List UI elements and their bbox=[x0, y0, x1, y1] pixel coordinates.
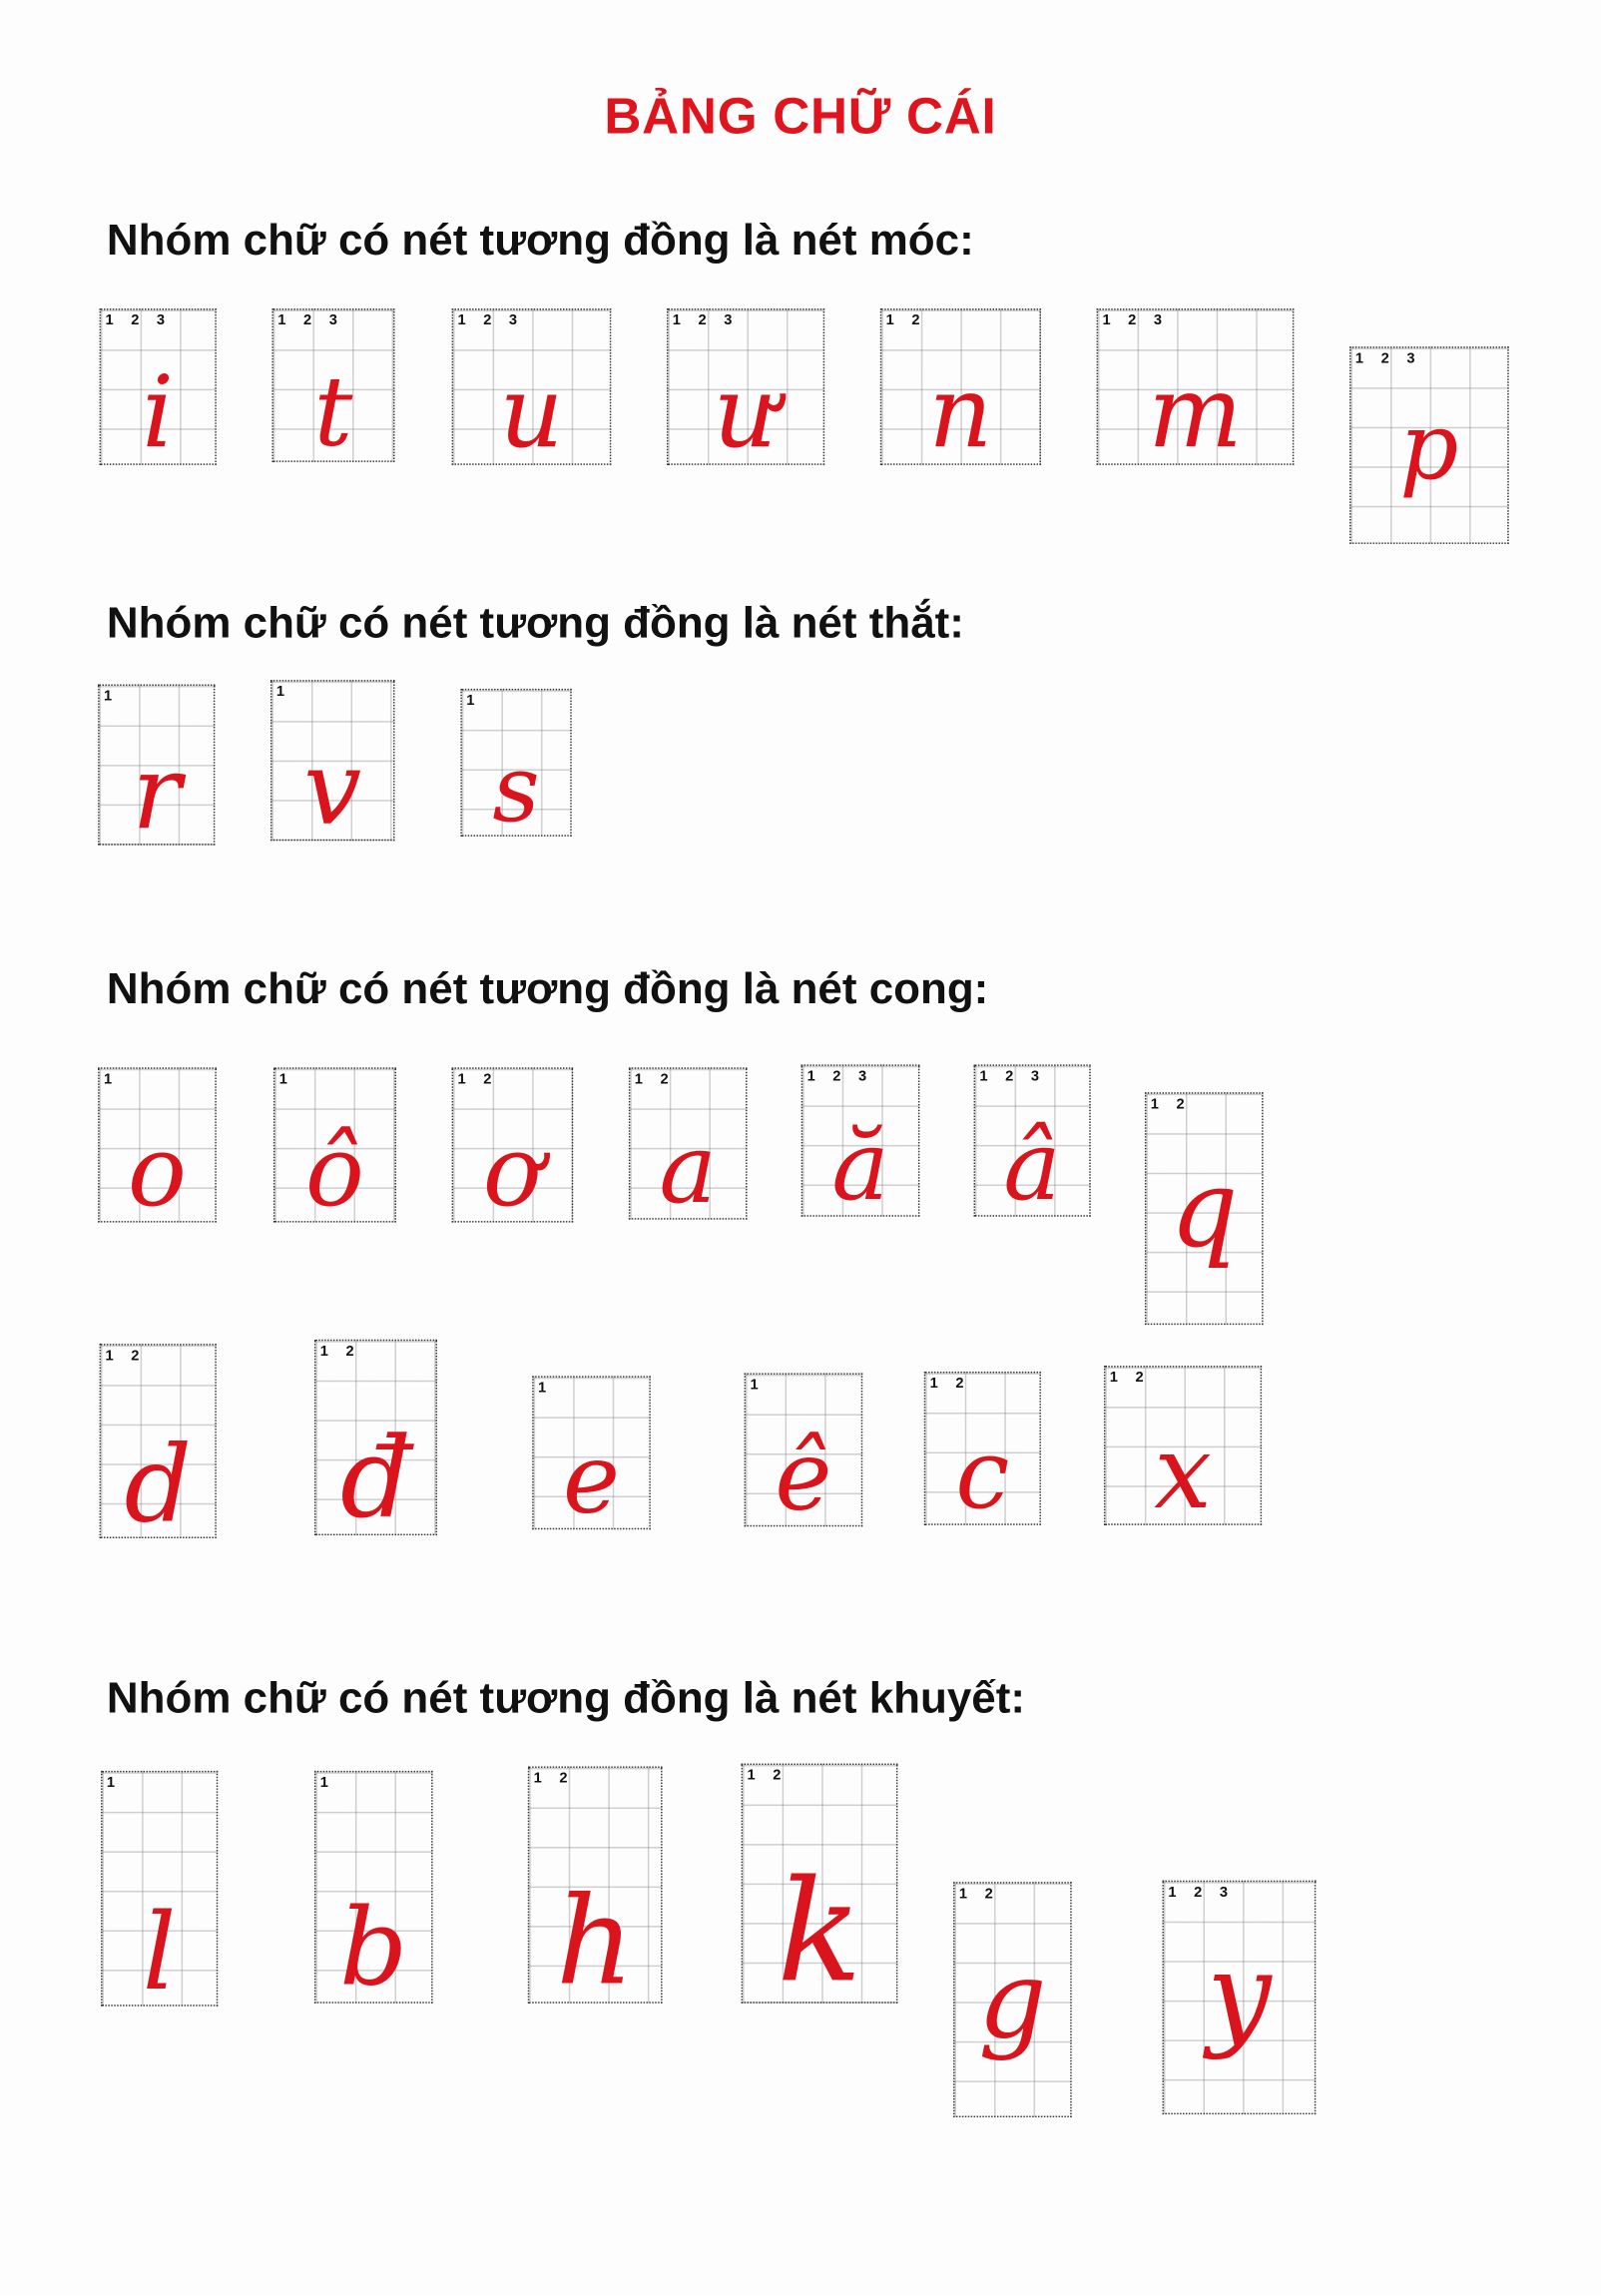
letter-area bbox=[100, 1098, 216, 1229]
stroke-number: 1 bbox=[979, 1068, 988, 1085]
stroke-number: 1 bbox=[634, 1071, 643, 1088]
cursive-letter: r bbox=[132, 732, 182, 853]
letter-box bbox=[880, 308, 1041, 471]
stroke-order-numbers bbox=[886, 312, 1035, 333]
letter-box bbox=[452, 308, 612, 471]
stroke-order-numbers bbox=[279, 1072, 390, 1093]
letter-area bbox=[630, 1098, 746, 1226]
cursive-letter: ê bbox=[775, 1420, 832, 1533]
stroke-number: 1 bbox=[457, 312, 466, 329]
stroke-order-numbers bbox=[807, 1069, 914, 1090]
letter-area bbox=[453, 339, 610, 471]
letter-area bbox=[274, 1098, 394, 1229]
stroke-number: 1 bbox=[806, 1068, 815, 1085]
letter-box bbox=[460, 689, 571, 843]
stroke-number: 2 bbox=[131, 1348, 140, 1365]
letter-area bbox=[1350, 377, 1507, 543]
stroke-number: 2 bbox=[1176, 1096, 1185, 1113]
letter-area bbox=[955, 1913, 1071, 2116]
letter-box bbox=[667, 308, 824, 471]
stroke-order-numbers bbox=[1355, 351, 1503, 372]
cursive-letter: c bbox=[955, 1418, 1010, 1531]
stroke-order-numbers bbox=[105, 312, 210, 333]
letter-box bbox=[452, 1067, 574, 1229]
stroke-number: 1 bbox=[277, 312, 286, 329]
stroke-number: 2 bbox=[1135, 1370, 1144, 1387]
letter-box bbox=[314, 1771, 433, 2011]
cursive-letter: ă bbox=[831, 1109, 889, 1223]
letter-box bbox=[270, 680, 395, 849]
stroke-number: 3 bbox=[1219, 1885, 1228, 1902]
stroke-number: 3 bbox=[328, 312, 337, 329]
letter-box bbox=[745, 1373, 863, 1533]
stroke-number: 1 bbox=[929, 1376, 938, 1393]
stroke-number: 2 bbox=[345, 1344, 354, 1361]
group-heading: Nhóm chữ có nét tương đồng là nét thắt: bbox=[106, 599, 964, 648]
cursive-letter: n bbox=[928, 354, 993, 471]
stroke-order-numbers bbox=[320, 1775, 427, 1796]
stroke-order-numbers bbox=[277, 312, 388, 333]
stroke-number: 1 bbox=[533, 1770, 542, 1787]
stroke-number: 1 bbox=[319, 1344, 328, 1361]
stroke-number: 2 bbox=[1128, 312, 1137, 329]
stroke-number: 2 bbox=[698, 312, 707, 329]
stroke-order-numbers bbox=[750, 1378, 856, 1399]
stroke-number: 2 bbox=[131, 312, 140, 329]
cursive-letter: e bbox=[562, 1423, 621, 1536]
letter-area bbox=[101, 339, 215, 471]
letter-area bbox=[881, 339, 1039, 471]
stroke-order-numbers bbox=[1151, 1097, 1258, 1118]
stroke-number: 1 bbox=[275, 684, 284, 701]
stroke-order-numbers bbox=[1110, 1371, 1256, 1392]
letter-area bbox=[101, 1375, 215, 1546]
cursive-letter: h bbox=[556, 1870, 635, 2012]
stroke-number: 1 bbox=[106, 1775, 116, 1792]
stroke-number: 1 bbox=[104, 688, 113, 706]
stroke-number: 3 bbox=[858, 1068, 867, 1085]
stroke-order-numbers bbox=[104, 689, 209, 710]
letter-box bbox=[953, 1882, 1072, 2117]
letter-area bbox=[453, 1098, 572, 1229]
letter-box bbox=[532, 1376, 651, 1536]
group-heading: Nhóm chữ có nét tương đồng là nét khuyết: bbox=[106, 1674, 1026, 1723]
cursive-letter: s bbox=[492, 735, 540, 843]
letter-area bbox=[462, 720, 570, 843]
stroke-number: 3 bbox=[156, 312, 166, 329]
letter-box bbox=[801, 1064, 920, 1223]
stroke-number: 3 bbox=[724, 312, 733, 329]
stroke-number: 2 bbox=[832, 1068, 841, 1085]
stroke-number: 2 bbox=[303, 312, 312, 329]
letter-box bbox=[974, 1064, 1091, 1223]
letter-area bbox=[1164, 1911, 1315, 2112]
cursive-letter: â bbox=[1003, 1109, 1061, 1223]
cursive-letter: g bbox=[978, 1939, 1047, 2063]
stroke-order-numbers bbox=[635, 1072, 742, 1093]
stroke-number: 1 bbox=[105, 312, 114, 329]
cursive-letter: k bbox=[777, 1849, 862, 2014]
stroke-order-numbers bbox=[107, 1775, 212, 1796]
cursive-letter: b bbox=[339, 1886, 408, 2011]
cursive-letter: t bbox=[313, 354, 353, 468]
letter-area bbox=[975, 1095, 1089, 1223]
letter-area bbox=[529, 1797, 661, 2012]
stroke-order-numbers bbox=[276, 685, 389, 706]
cursive-letter: l bbox=[142, 1890, 177, 2014]
stroke-number: 3 bbox=[508, 312, 518, 329]
letter-area bbox=[273, 339, 393, 468]
letter-box bbox=[1097, 308, 1295, 471]
stroke-number: 1 bbox=[750, 1377, 759, 1394]
letter-area bbox=[1146, 1123, 1262, 1324]
stroke-number: 1 bbox=[1109, 1370, 1118, 1387]
letter-area bbox=[315, 1802, 431, 2011]
cursive-letter: q bbox=[1170, 1147, 1239, 1273]
stroke-number: 2 bbox=[483, 1071, 492, 1088]
stroke-number: 2 bbox=[773, 1767, 782, 1785]
stroke-order-numbers bbox=[959, 1887, 1066, 1908]
cursive-letter: ơ bbox=[482, 1114, 542, 1229]
letter-area bbox=[802, 1095, 918, 1223]
letter-area bbox=[743, 1794, 896, 2014]
stroke-order-numbers bbox=[466, 693, 566, 714]
stroke-number: 1 bbox=[885, 312, 894, 329]
letter-box bbox=[528, 1766, 663, 2012]
group-heading: Nhóm chữ có nét tương đồng là nét cong: bbox=[106, 964, 989, 1014]
letter-area bbox=[925, 1403, 1039, 1531]
stroke-order-numbers bbox=[320, 1344, 431, 1365]
cursive-letter: ô bbox=[304, 1114, 364, 1229]
stroke-order-numbers bbox=[1102, 312, 1288, 333]
letter-area bbox=[1098, 339, 1293, 471]
cursive-letter: d bbox=[124, 1423, 192, 1546]
letter-box bbox=[101, 1771, 218, 2014]
stroke-number: 2 bbox=[1380, 350, 1389, 367]
stroke-number: 2 bbox=[1194, 1885, 1203, 1902]
stroke-number: 1 bbox=[958, 1886, 968, 1903]
stroke-order-numbers bbox=[748, 1768, 892, 1789]
stroke-order-numbers bbox=[534, 1771, 657, 1792]
letter-box bbox=[100, 1344, 217, 1546]
stroke-number: 1 bbox=[105, 1348, 114, 1365]
stroke-order-numbers bbox=[104, 1072, 211, 1093]
cursive-letter: i bbox=[142, 354, 175, 471]
cursive-letter: u bbox=[499, 354, 564, 471]
letter-area bbox=[746, 1404, 861, 1533]
stroke-number: 1 bbox=[278, 1071, 287, 1088]
letter-area bbox=[103, 1802, 217, 2014]
letter-area bbox=[668, 339, 822, 471]
stroke-number: 1 bbox=[457, 1071, 466, 1088]
stroke-number: 2 bbox=[483, 312, 492, 329]
stroke-number: 2 bbox=[559, 1770, 568, 1787]
cursive-letter: y bbox=[1207, 1930, 1272, 2062]
stroke-number: 2 bbox=[984, 1886, 993, 1903]
stroke-number: 2 bbox=[955, 1376, 964, 1393]
letter-box bbox=[1145, 1092, 1264, 1325]
stroke-number: 3 bbox=[1153, 312, 1163, 329]
stroke-number: 2 bbox=[1005, 1068, 1014, 1085]
letter-box bbox=[629, 1067, 748, 1226]
letter-area bbox=[534, 1407, 650, 1536]
stroke-number: 1 bbox=[1150, 1096, 1159, 1113]
cursive-letter: a bbox=[659, 1112, 718, 1226]
letter-area bbox=[100, 715, 214, 853]
letter-box bbox=[1104, 1366, 1262, 1533]
group-heading: Nhóm chữ có nét tương đồng là nét móc: bbox=[106, 216, 974, 266]
stroke-number: 2 bbox=[911, 312, 920, 329]
letter-box bbox=[273, 1067, 396, 1229]
cursive-letter: ư bbox=[713, 354, 779, 471]
letter-box bbox=[271, 308, 394, 468]
stroke-number: 3 bbox=[1030, 1068, 1040, 1085]
letter-area bbox=[271, 711, 393, 849]
stroke-order-numbers bbox=[1168, 1885, 1310, 1906]
letter-box bbox=[98, 1067, 217, 1229]
stroke-order-numbers bbox=[979, 1069, 1084, 1090]
stroke-number: 1 bbox=[1168, 1885, 1177, 1902]
stroke-order-numbers bbox=[673, 312, 818, 333]
letter-box bbox=[98, 685, 215, 853]
letter-area bbox=[315, 1371, 435, 1543]
cursive-letter: o bbox=[127, 1114, 188, 1229]
stroke-order-numbers bbox=[538, 1381, 645, 1402]
letter-box bbox=[100, 308, 217, 471]
letter-box bbox=[1349, 346, 1509, 544]
stroke-number: 1 bbox=[319, 1775, 328, 1792]
cursive-letter: đ bbox=[339, 1412, 412, 1543]
stroke-number: 1 bbox=[672, 312, 681, 329]
stroke-number: 1 bbox=[1354, 350, 1364, 367]
stroke-order-numbers bbox=[457, 312, 605, 333]
stroke-number: 1 bbox=[747, 1767, 756, 1785]
letter-box bbox=[1163, 1881, 1317, 2114]
stroke-number: 1 bbox=[538, 1380, 547, 1397]
stroke-number: 1 bbox=[466, 693, 475, 710]
letter-box bbox=[924, 1372, 1041, 1531]
cursive-letter: x bbox=[1154, 1412, 1212, 1533]
stroke-order-numbers bbox=[105, 1349, 210, 1370]
stroke-number: 1 bbox=[104, 1071, 113, 1088]
letter-box bbox=[742, 1764, 898, 2014]
cursive-letter: v bbox=[303, 728, 362, 849]
stroke-number: 1 bbox=[1102, 312, 1111, 329]
page-title: BẢNG CHỮ CÁI bbox=[604, 87, 997, 146]
letter-box bbox=[314, 1340, 437, 1543]
letter-area bbox=[1105, 1397, 1260, 1533]
stroke-number: 3 bbox=[1406, 350, 1415, 367]
stroke-number: 2 bbox=[660, 1071, 669, 1088]
stroke-order-numbers bbox=[457, 1072, 567, 1093]
stroke-order-numbers bbox=[930, 1376, 1035, 1397]
cursive-letter: m bbox=[1148, 354, 1243, 471]
cursive-letter: p bbox=[1399, 393, 1459, 500]
